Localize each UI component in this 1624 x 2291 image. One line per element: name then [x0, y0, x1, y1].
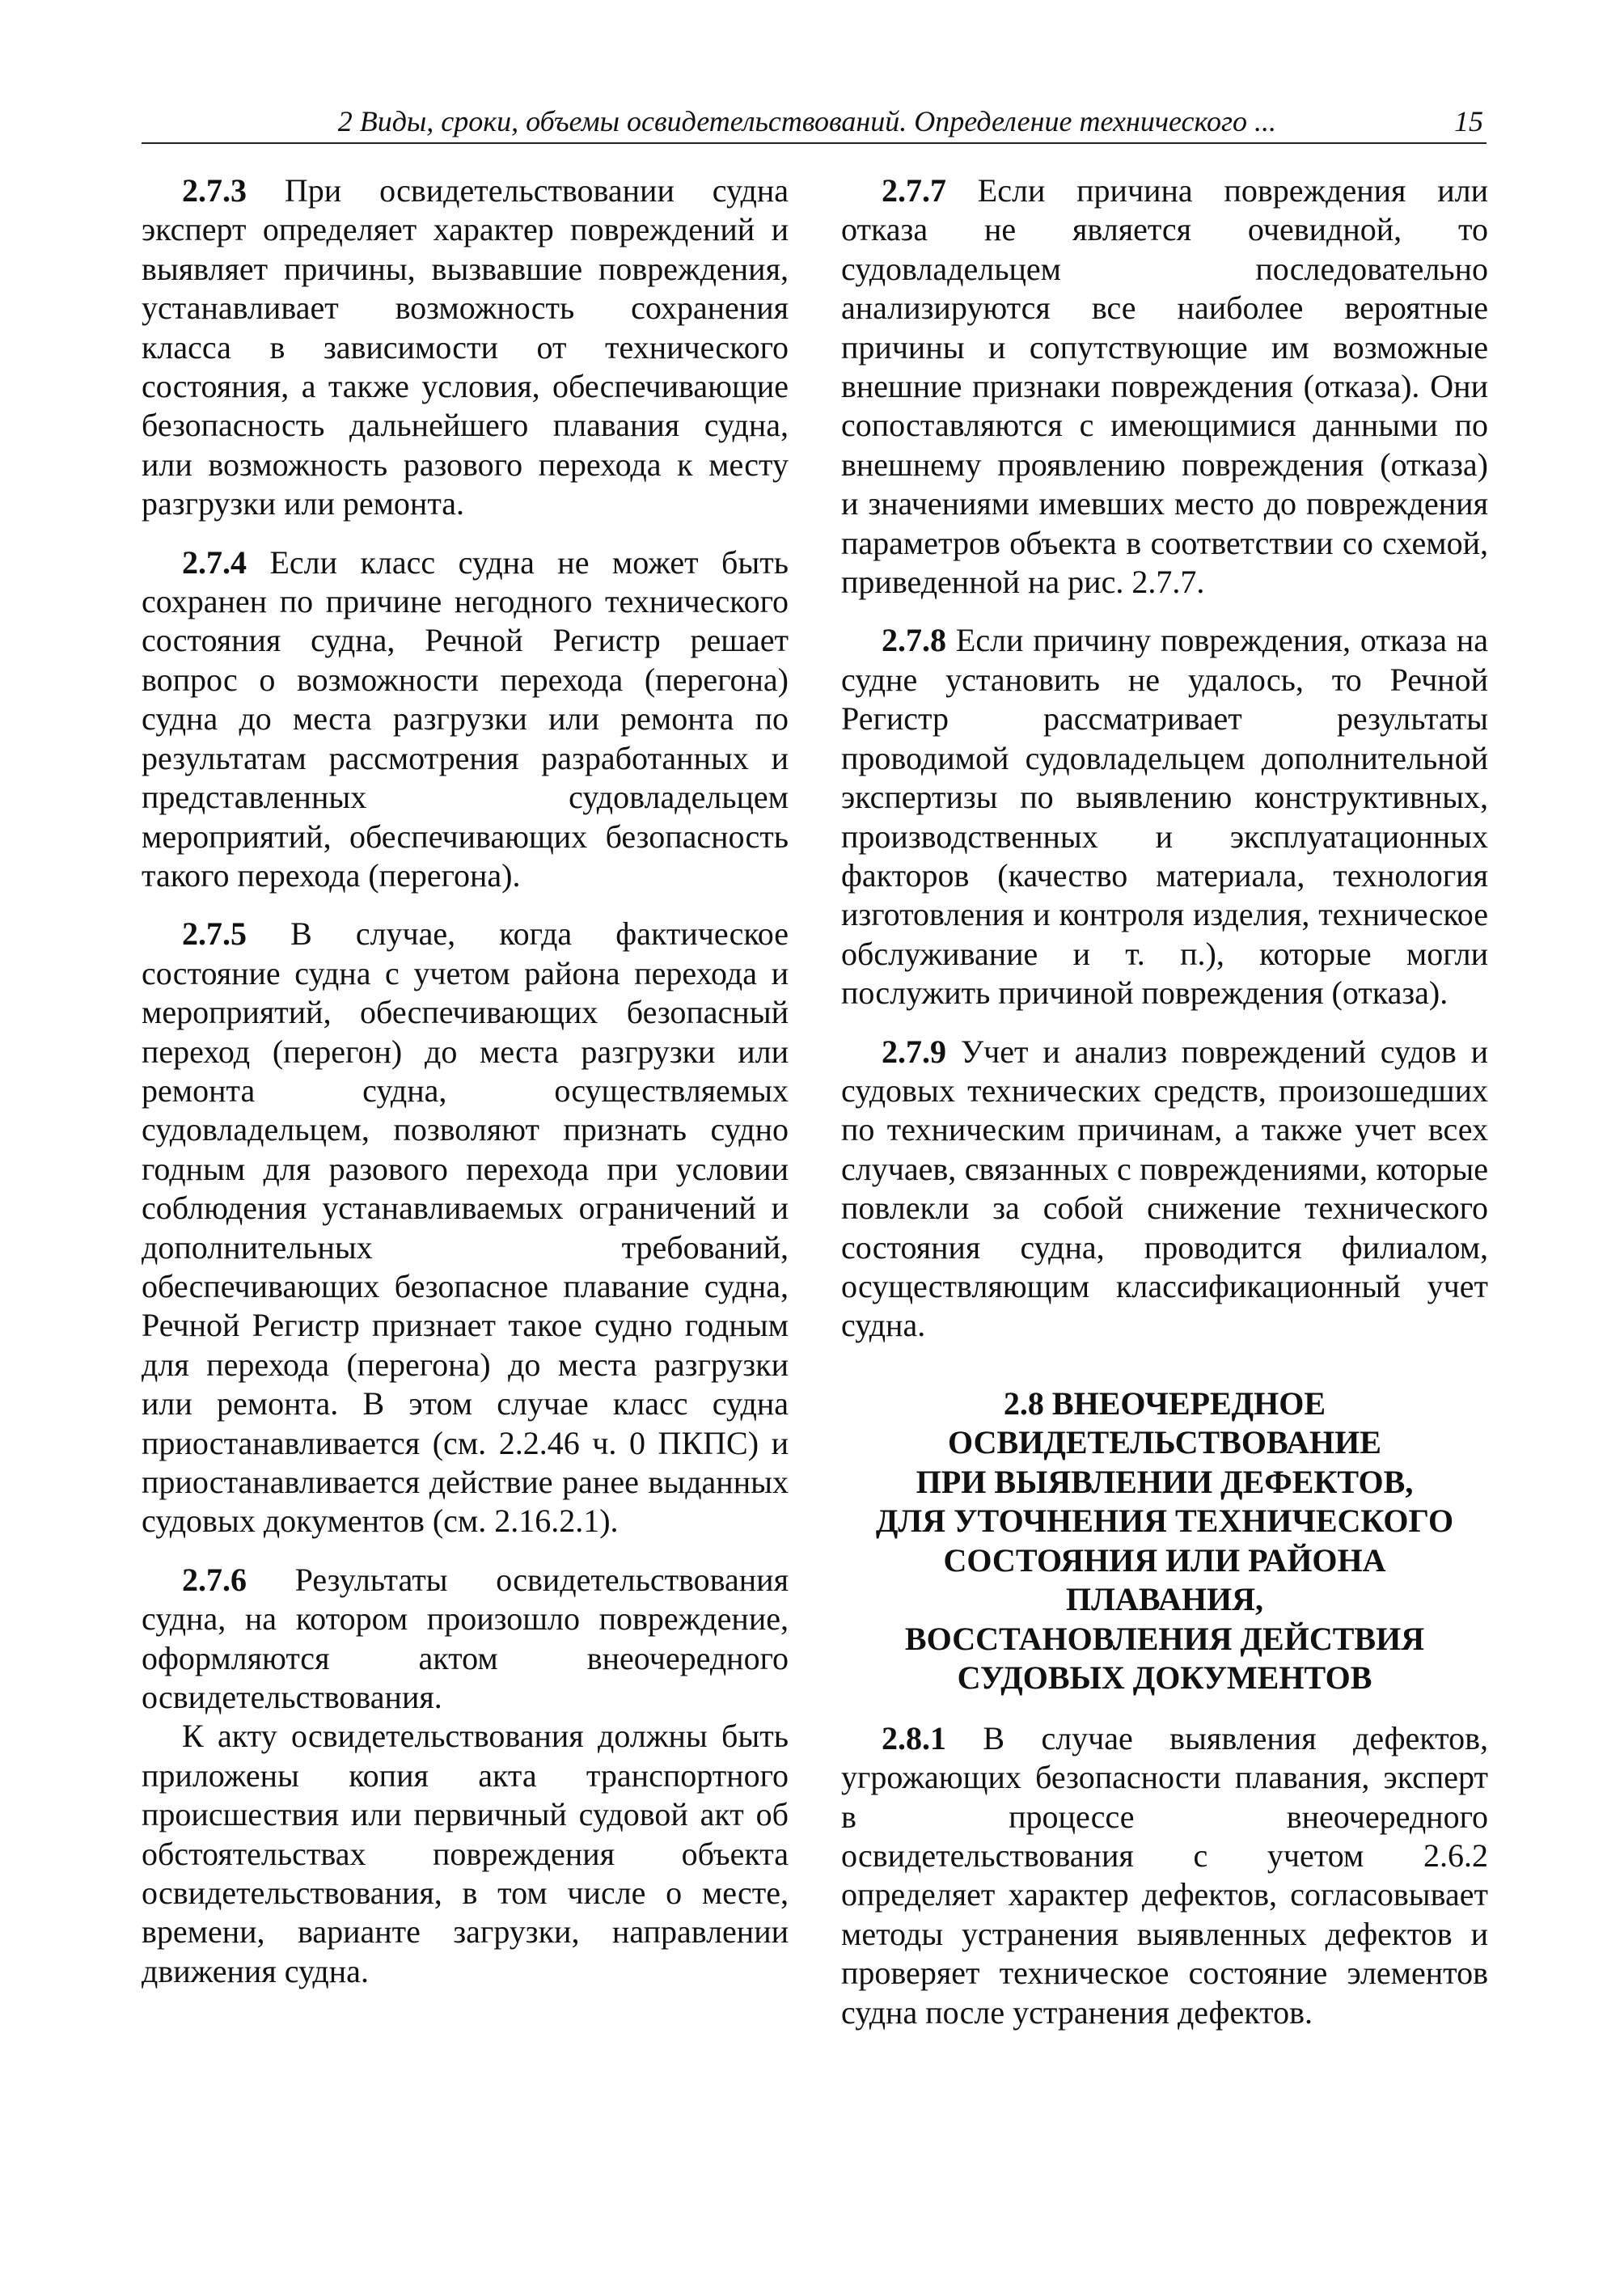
running-header-title: 2 Виды, сроки, объемы освидетельствований. Определение технического ...: [337, 105, 1276, 137]
clause-text: Если причину повреждения, отказа на судне установить не удалось, то Речной Регистр рассматривает результаты проводимой судовладельцем дополнительной экспертизы по выявлению конструктивных, производственных и эксплуатационных факторов (качество материала, технология изготовления и контроля изделия, техническое обслуживание и т. п.), которые могли послужить причиной повреждения (отказа).: [841, 622, 1488, 1012]
clause-2-7-4: [142, 543, 789, 896]
clause-text: При освидетельствовании судна эксперт определяет характер повреждений и выявляет причины, вызвавшие повреждения, устанавливает возможность сохранения класса в зависимости от технического состояния, а также условия, обеспечивающие безопасность дальнейшего плавания судна, или возможность разового перехода к месту разгрузки или ремонта.: [142, 172, 789, 522]
heading-line: ОСВИДЕТЕЛЬСТВОВАНИЕ: [948, 1424, 1381, 1461]
left-column: [142, 171, 789, 2010]
clause-text: В случае выявления дефектов, угрожающих безопасности плавания, эксперт в процессе внеочередного освидетельствования с учетом 2.6.2 определяет характер дефектов, согласовывает методы устранения выявленных дефектов и проверяет техническое состояние элементов судна после устранения дефектов.: [841, 1719, 1488, 2031]
clause-number: 2.7.3: [182, 172, 247, 209]
right-column: [841, 171, 1488, 2052]
clause-2-8-1: [841, 1719, 1488, 2032]
clause-2-7-3: [142, 171, 789, 524]
clause-text: Результаты освидетельствования судна, на котором произошло повреждение, оформляются актом внеочередного освидетельствования.: [142, 1561, 789, 1716]
clause-2-7-5: [142, 915, 789, 1541]
clause-2-7-6-continuation: [142, 1717, 789, 1991]
heading-line: 2.8 ВНЕОЧЕРЕДНОЕ: [1003, 1384, 1326, 1422]
heading-line: СУДОВЫХ ДОКУМЕНТОВ: [957, 1659, 1372, 1697]
clause-2-7-8: [841, 621, 1488, 1012]
clause-text: К акту освидетельствования должны быть приложены копия акта транспортного происшествия или первичный судовой акт об обстоятельствах повреждения объекта освидетельствования, в том числе о месте, времени, варианте загрузки, направлении движения судна.: [142, 1718, 789, 1989]
clause-number: 2.7.8: [882, 622, 946, 659]
clause-number: 2.7.4: [182, 543, 247, 581]
clause-2-7-6: [142, 1561, 789, 1718]
clause-number: 2.8.1: [882, 1719, 946, 1756]
clause-text: Учет и анализ повреждений судов и судовых технических средств, произошедших по техническим причинам, а также учет всех случаев, связанных с повреждениями, которые повлекли за собой снижение технического состояния судна, проводится филиалом, осуществляющим классификационный учет судна.: [841, 1033, 1488, 1344]
clause-text: Если причина повреждения или отказа не является очевидной, то судовладельцем последовательно анализируются все наиболее вероятные причины и сопутствующие им возможные внешние признаки повреждения (отказа). Они сопоставляются с имеющимися данными по внешнему проявлению повреждения (отказа) и значениями имевших место до повреждения параметров объекта в соответствии со схемой, приведенной на рис. 2.7.7.: [841, 172, 1488, 601]
clause-number: 2.7.6: [182, 1561, 247, 1598]
heading-line: СОСТОЯНИЯ ИЛИ РАЙОНА ПЛАВАНИЯ,: [943, 1541, 1386, 1618]
clause-text: В случае, когда фактическое состояние судна с учетом района перехода и мероприятий, обеспечивающих безопасный переход (перегон) до места разгрузки или ремонта судна, осуществляемых судовладельцем, позволяют признать судно годным для разового перехода при условии соблюдения устанавливаемых ограничений и дополнительных требований, обеспечивающих безопасное плавание судна, Речной Регистр признает такое судно годным для перехода (перегона) до места разгрузки или ремонта. В этом случае класс судна приостанавливается (см. 2.2.46 ч. 0 ПКПС) и приостанавливается действие ранее выданных судовых документов (см. 2.16.2.1).: [142, 915, 789, 1540]
page-number: 15: [1454, 105, 1483, 137]
section-heading-2-8: [841, 1384, 1488, 1698]
heading-line: ПРИ ВЫЯВЛЕНИИ ДЕФЕКТОВ,: [916, 1463, 1414, 1500]
clause-number: 2.7.7: [882, 172, 946, 209]
heading-line: ВОССТАНОВЛЕНИЯ ДЕЙСТВИЯ: [904, 1620, 1425, 1657]
clause-number: 2.7.9: [882, 1033, 946, 1070]
heading-line: ДЛЯ УТОЧНЕНИЯ ТЕХНИЧЕСКОГО: [875, 1503, 1454, 1540]
clause-text: Если класс судна не может быть сохранен по причине негодного технического состояния судна, Речной Регистр решает вопрос о возможности перехода (перегона) судна до места разгрузки или ремонта по результатам рассмотрения разработанных и представленных судовладельцем мероприятий, обеспечивающих безопасность такого перехода (перегона).: [142, 543, 789, 894]
clause-2-7-9: [841, 1033, 1488, 1346]
clause-2-7-7: [841, 171, 1488, 602]
running-header: [142, 104, 1487, 144]
clause-number: 2.7.5: [182, 915, 247, 953]
